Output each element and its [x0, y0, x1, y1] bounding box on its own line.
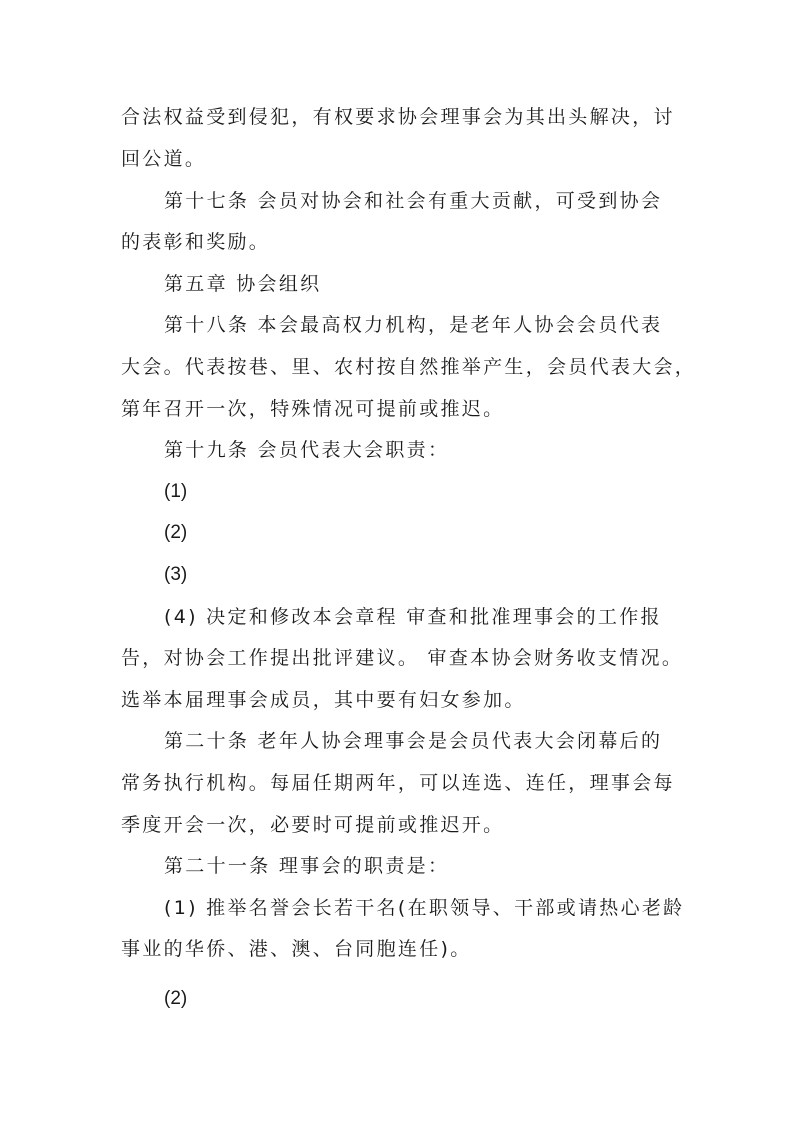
list-item: (2) [164, 522, 188, 543]
list-item: (1) 推举名誉会长若干名(在职领导、干部或请热心老龄 [164, 897, 685, 919]
article-18: 第十八条 本会最高权力机构，是老年人协会会员代表 [164, 314, 663, 336]
list-item: (2) [164, 988, 188, 1009]
list-item: (1) [164, 481, 188, 502]
text-line: 大会。代表按巷、里、农村按自然推举产生，会员代表大会， [121, 356, 697, 378]
chapter-5-heading: 第五章 协会组织 [164, 273, 322, 295]
list-item: (3) [164, 564, 188, 585]
text-line: 季度开会一次，必要时可提前或推迟开。 [121, 814, 505, 836]
article-21: 第二十一条 理事会的职责是： [164, 855, 450, 877]
text-line: 回公道。 [121, 148, 207, 170]
article-20: 第二十条 老年人协会理事会是会员代表大会闭幕后的 [164, 730, 663, 752]
text-line: 告，对协会工作提出批评建议。 审查本协会财务收支情况。 [121, 647, 684, 669]
article-17: 第十七条 会员对协会和社会有重大贡献，可受到协会 [164, 190, 663, 212]
text-line: 合法权益受到侵犯，有权要求协会理事会为其出头解决，讨 [121, 106, 675, 128]
list-item: (4) 决定和修改本会章程 审查和批准理事会的工作报 [164, 606, 662, 628]
text-line: 事业的华侨、港、澳、台同胞连任)。 [121, 938, 472, 960]
text-line: 第年召开一次，特殊情况可提前或推迟。 [121, 398, 505, 420]
text-line: 的表彰和奖励。 [121, 231, 271, 253]
article-19: 第十九条 会员代表大会职责： [164, 439, 450, 461]
text-line: 常务执行机构。每届任期两年，可以连选、连任，理事会每 [121, 772, 675, 794]
text-line: 选举本届理事会成员，其中要有妇女参加。 [121, 689, 526, 711]
